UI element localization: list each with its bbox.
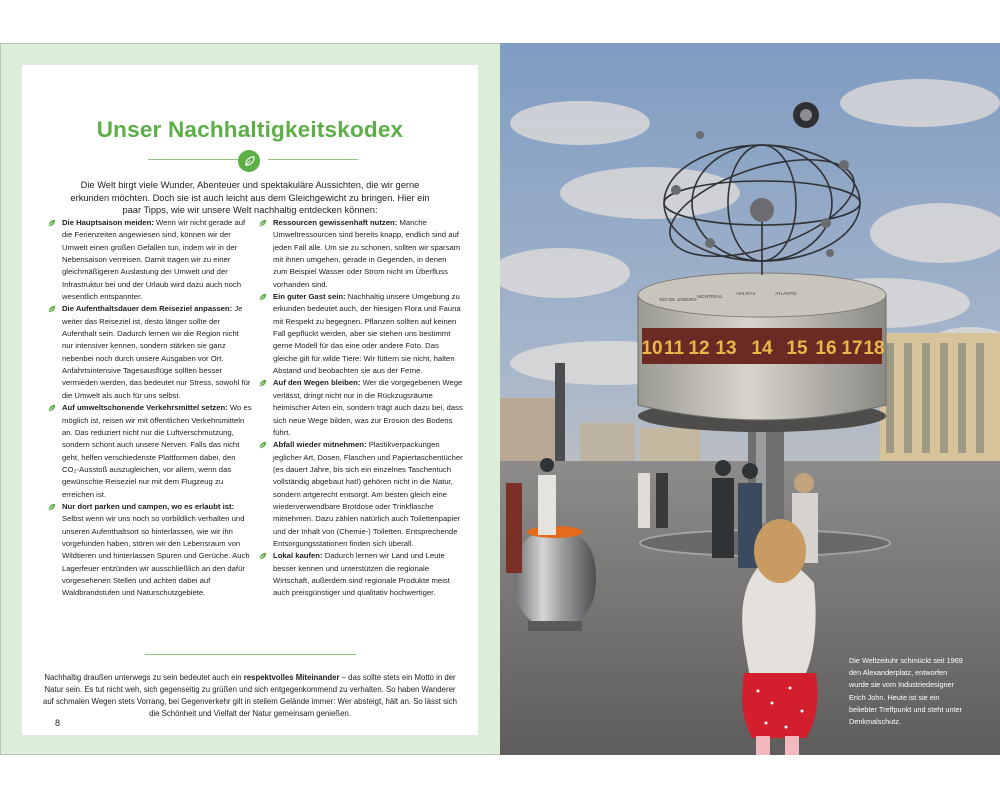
text-card (22, 65, 478, 735)
tip-text: Je weiter das Reiseziel ist, desto länger sollte der Aufenthalt sein. Dadurch lernen wir die Region nicht nur intensiver kennen, sondern stärken sie ganz nebenbei noch durch unsere Ausgaben vor Ort. Anfahrtsintensive Tagesausflüge sollten besser vermieden werden, das bedeutet nur Stress, sowohl für die Umwelt als auch für uns selbst. (62, 304, 251, 400)
outro-after: – das sollte stets ein Motto in der Natur sein. Es tut nicht weh, sich gegenseitig zu grüßen und sich entgegenkommend zu verhalten. So haben Wanderer auf schmalen Wegen stets Vorrang, bei Gegenverkehr gilt in steilem Gelände immer: Wer absteigt, hält an. So lässt sich die Schönheit und Vielfalt der Natur gemeinsam genießen. (42, 673, 457, 718)
tip-item (62, 501, 252, 600)
tip-text: Wenn wir nicht gerade auf die Ferienzeiten angewiesen sind, können wir der Umwelt einen großen Gefallen tun, indem wir in der Nebensaison verreisen. Damit tragen wir zu einer gleichmäßigeren Auslastung der Umwelt und der Infrastruktur bei und der Urlaub wird dazu auch noch wesentlich entspannter. (62, 218, 246, 302)
city-label: MONTREAL (697, 294, 723, 299)
divider-left (148, 159, 238, 160)
tip-text: Plastikverpackungen jeglicher Art, Dosen, Flaschen und Papiertaschentücher (es dauert Jahre, bis sich ein einzelnes Taschentuch vollständig abgebaut hat!) gehören nicht in die Natur, sondern artgerecht entsorgt. Am besten gleich eine wiederverwendbare Brotdose oder Trinkflasche mitnehmen. Dazu zählen natürlich auch Toilettenpapier und der Inhalt von (Chemie-) Toiletten. Entsprechende Entsorgungsstationen finden sich überall. (273, 440, 463, 548)
tip-heading: Ressourcen gewissenhaft nutzen: (273, 218, 398, 227)
clock-hour: 12 (688, 338, 710, 359)
clock-hour: 13 (715, 338, 737, 359)
leaf-icon (259, 379, 267, 387)
tip-heading: Die Aufenthaltsdauer dem Reiseziel anpassen: (62, 304, 233, 314)
divider-bottom (145, 654, 356, 655)
tip-item (273, 439, 463, 550)
leaf-icon (259, 219, 267, 227)
city-label: ATLANTIC (775, 291, 797, 296)
tips-column-left (62, 217, 252, 600)
clock-hour: 10 (641, 338, 663, 359)
tip-heading: Lokal kaufen: (273, 551, 323, 561)
outro-highlight: respektvolles Miteinander (243, 673, 340, 682)
city-label: HALIFAX (736, 291, 756, 296)
leaf-icon (48, 404, 56, 412)
left-page (0, 43, 500, 755)
leaf-icon (259, 552, 267, 560)
tip-item (273, 291, 463, 377)
tip-item (62, 217, 252, 303)
tip-text: Selbst wenn wir uns noch so vorbildlich verhalten und unseren Aufenthaltsort so hinterlassen, wie wir ihn vorgefunden haben, stören wir den Lebensraum von Wildtieren und hinterlassen Spuren und Gerüche. Auch Lagerfeuer entzünden wir ausschließlich an den dafür vorgesehenen Stellen und achten dabei auf Waldbrandstufen und Naturschutzgebiete. (62, 514, 250, 598)
tip-item (273, 550, 463, 599)
clock-hour: 11 (663, 338, 685, 359)
tip-text: Manche Umweltressourcen sind bereits knapp, endlich sind auf jeden Fall alle. Um sie zu schonen, sollten wir sparsam mit ihnen umgehen, gerade in Gegenden, in denen zum Beispiel Wasser oder Strom nicht im Überfluss vorhanden sind. (273, 218, 461, 289)
city-label: RIO DE JANEIRO (659, 297, 697, 302)
intro-text: Die Welt birgt viele Wunder, Abenteuer und spektakuläre Aussichten, die wir gerne erkunden möchten. Doch sie ist auch leicht aus dem Gleichgewicht zu bringen. Hier ein paar Tipps, wie wir unsere Welt nachhaltig entdecken können: (70, 180, 430, 216)
clock-hour: 18 (863, 338, 885, 359)
page-number: 8 (55, 718, 61, 728)
tip-text: Dadurch lernen wir Land und Leute besser kennen und unterstützen die regionale Wirtschaft, außerdem sind regionale Produkte meist auch preisgünstiger und qualitativ hochwertiger. (273, 551, 450, 598)
clock-hour: 15 (786, 338, 808, 359)
clock-hour: 16 (815, 338, 837, 359)
tip-heading: Ein guter Gast sein: (273, 292, 346, 302)
tip-item (62, 303, 252, 402)
tip-item (273, 217, 463, 291)
leaf-icon (48, 219, 56, 227)
divider-right (268, 159, 358, 160)
tip-heading: Auf den Wegen bleiben: (273, 378, 361, 388)
page-title: Unser Nachhaltigkeitskodex (96, 117, 404, 142)
tip-heading: Abfall wieder mitnehmen: (273, 440, 367, 450)
tip-text: Wo es möglich ist, reisen wir mit öffentlichen Verkehrsmitteln an. Das reduziert nicht nur die Luftverschmutzung, sondern schont auch unsere Nerven. Falls das nicht geht, helfen verschiedenste Plattformen dabei, den CO₂-Ausstoß auszugleichen, vor allem, wenn das gewünschte Reiseziel nur mit dem Flugzeug zu erreichen ist. (62, 403, 252, 499)
book-spread (0, 43, 1000, 755)
tip-text: Nachhaltig unsere Umgebung zu erkunden bedeutet auch, der hiesigen Flora und Fauna mit Respekt zu begegnen. Pflanzen sollten auf keinen Fall gepflückt werden, aber sie stehen uns bestimmt gerne Modell für das eine oder andere Foto. Das gleiche gilt für wilde Tiere: Wir füttern sie nicht, halten Abstand und beobachten sie aus der Ferne. (273, 292, 461, 376)
outro-before: Nachhaltig draußen unterwegs zu sein bedeutet auch ein (44, 673, 242, 682)
photo-weltzeituhr (500, 43, 1000, 755)
clock-hour: 14 (751, 338, 773, 359)
leaf-icon (238, 150, 260, 172)
tip-text: Wer die vorgegebenen Wege verlässt, dringt nicht nur in die Rückzugsräume heimischer Arten ein, sondern trägt auch dazu bei, dass sich neue Wege bilden, was zur Erosion des Bodens führt. (273, 378, 463, 437)
leaf-icon (259, 441, 267, 449)
tips-column-right (273, 217, 463, 600)
tip-item (62, 402, 252, 501)
leaf-icon (48, 305, 56, 313)
leaf-icon (48, 503, 56, 511)
clock-hour: 17 (841, 338, 863, 359)
outro-text (42, 672, 458, 720)
tip-item (273, 377, 463, 439)
photo-caption: Die Weltzeituhr schmückt seit 1969 den Alexanderplatz, entworfen wurde sie vom Industriedesigner Erich John. Heute ist sie ein beliebter Treffpunkt und steht unter Denkmalschutz. (849, 656, 963, 727)
leaf-icon (259, 293, 267, 301)
tip-heading: Die Hauptsaison meiden: (62, 218, 154, 227)
tip-heading: Auf umweltschonende Verkehrsmittel setzen: (62, 403, 228, 413)
tip-heading: Nur dort parken und campen, wo es erlaubt ist: (62, 501, 235, 511)
